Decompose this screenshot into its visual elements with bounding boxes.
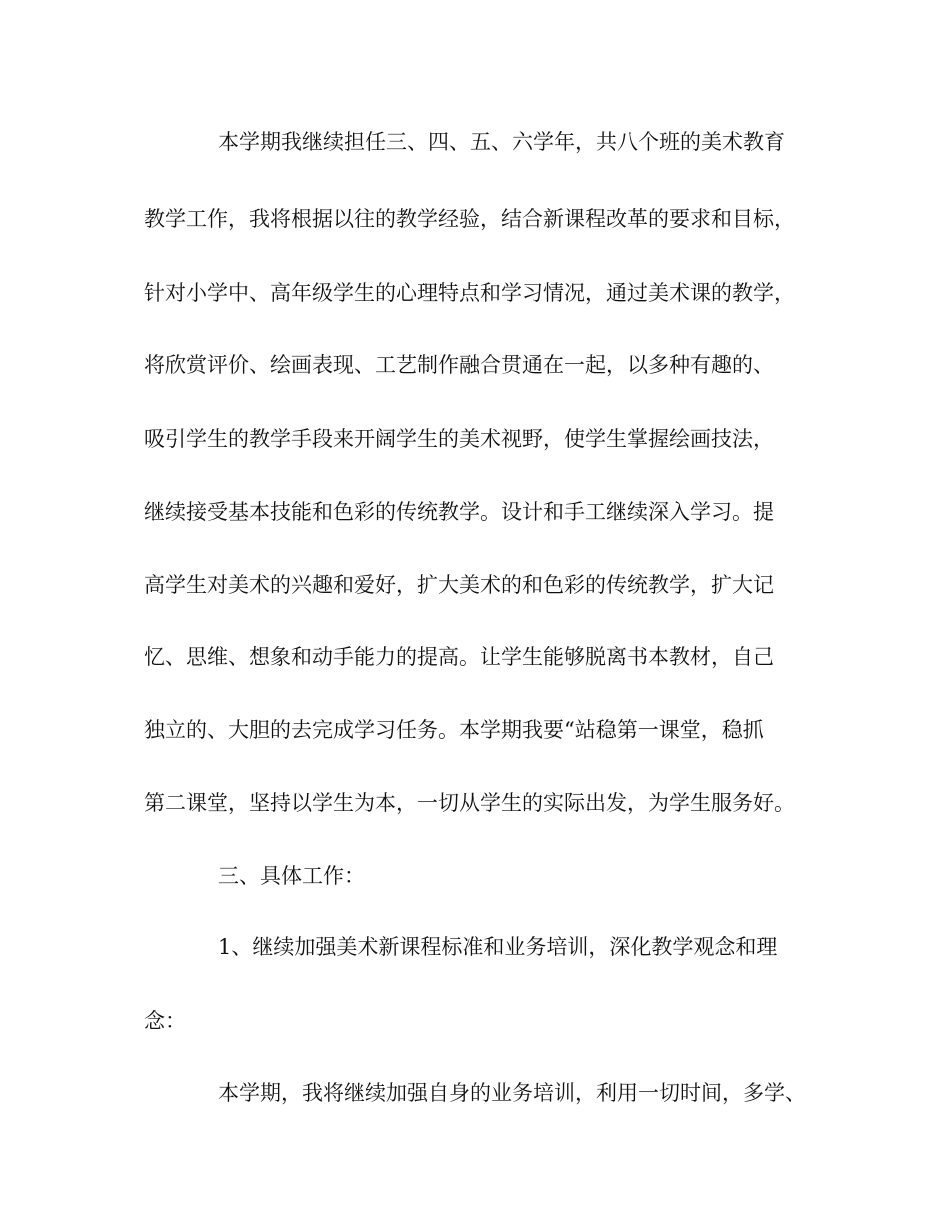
paragraph-line: 高学生对美术的兴趣和爱好，扩大美术的和色彩的传统教学，扩大记: [144, 573, 774, 597]
paragraph-line: 忆、思维、想象和动手能力的提高。让学生能够脱离书本教材，自己: [144, 645, 774, 669]
paragraph-line: 独立的、大胆的去完成学习任务。本学期我要“站稳第一课堂，稳抓: [144, 718, 764, 742]
paragraph-line: 本学期我继续担任三、四、五、六学年，共八个班的美术教育: [218, 130, 785, 154]
paragraph-line: 继续接受基本技能和色彩的传统教学。设计和手工继续深入学习。提: [144, 500, 774, 524]
paragraph-line: 第二课堂，坚持以学生为本，一切从学生的实际出发，为学生服务好。: [144, 791, 795, 815]
section-heading: 三、具体工作：: [218, 864, 365, 888]
list-item-heading: 1、继续加强美术新课程标准和业务培训，深化教学观念和理: [218, 935, 778, 959]
paragraph-line: 吸引学生的教学手段来开阔学生的美术视野，使学生掌握绘画技法，: [144, 427, 774, 451]
paragraph-line: 将欣赏评价、绘画表现、工艺制作融合贯通在一起，以多种有趣的、: [144, 353, 774, 377]
paragraph-line: 针对小学中、高年级学生的心理特点和学习情况，通过美术课的教学，: [144, 281, 795, 305]
paragraph-line: 念：: [144, 1009, 186, 1033]
paragraph-line: 本学期，我将继续加强自身的业务培训，利用一切时间，多学、: [218, 1081, 806, 1105]
paragraph-line: 教学工作，我将根据以往的教学经验，结合新课程改革的要求和目标，: [144, 207, 795, 231]
